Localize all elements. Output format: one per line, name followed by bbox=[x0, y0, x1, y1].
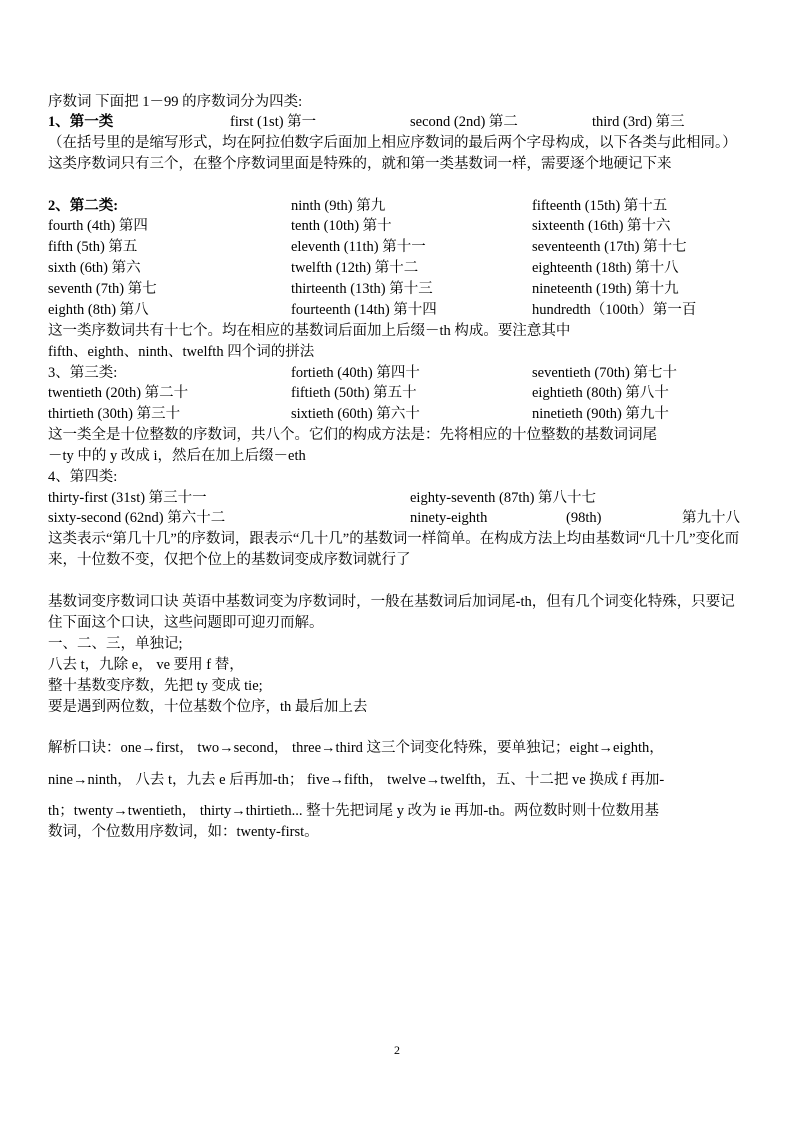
cat3-item: fortieth (40th) 第四十 bbox=[291, 365, 420, 381]
cat3-note: 这一类全是十位整数的序数词，共八个。它们的构成方法是：先将相应的十位整数的基数词词尾 bbox=[48, 427, 657, 443]
cat2-item: fourth (4th) 第四 bbox=[48, 218, 148, 234]
cat2-note: fifth、eighth、ninth、twelfth 四个词的拼法 bbox=[48, 344, 315, 360]
cat4-item: (98th) bbox=[566, 510, 602, 526]
rhyme-line: 整十基数变序数，先把 ty 变成 tie; bbox=[48, 678, 263, 694]
cat1-row bbox=[48, 112, 748, 132]
cat2-item: seventeenth (17th) 第十七 bbox=[532, 239, 687, 255]
cat4-heading: 4、第四类: bbox=[48, 469, 118, 485]
cat2-item: sixth (6th) 第六 bbox=[48, 260, 141, 276]
cat2-item: thirteenth (13th) 第十三 bbox=[291, 281, 433, 297]
cat1-item-third: third (3rd) 第三 bbox=[592, 114, 685, 130]
cat2-item: eleventh (11th) 第十一 bbox=[291, 239, 426, 255]
cat2-note: 这一类序数词共有十七个。均在相应的基数词后面加上后缀－th 构成。要注意其中 bbox=[48, 323, 571, 339]
cat4-row bbox=[48, 488, 748, 508]
cat1-heading: 1、第一类 bbox=[48, 114, 114, 130]
analysis-line: 解析口诀：one→first， two→second， three→third 这三个词变化特殊，要单独记；eight→eighth， bbox=[48, 740, 664, 756]
cat3-header-row bbox=[48, 363, 748, 383]
cat2-item: eighth (8th) 第八 bbox=[48, 302, 149, 318]
cat2-row bbox=[48, 216, 748, 236]
cat2-item: sixteenth (16th) 第十六 bbox=[532, 218, 671, 234]
cat4-item: ninety-eighth bbox=[410, 510, 488, 526]
cat3-item: thirtieth (30th) 第三十 bbox=[48, 406, 181, 422]
rhyme-line: 八去 t，九除 e， ve 要用 f 替， bbox=[48, 657, 244, 673]
cat4-item: eighty-seventh (87th) 第八十七 bbox=[410, 490, 597, 506]
analysis-line: 数词，个位数用序数词，如：twenty-first。 bbox=[48, 824, 319, 840]
cat1-item-second: second (2nd) 第二 bbox=[410, 114, 518, 130]
cat4-row bbox=[48, 508, 748, 528]
cat1-item-first: first (1st) 第一 bbox=[230, 114, 317, 130]
analysis-line: nine→ninth， 八去 t，九去 e 后再加-th； five→fifth， twelve→twelfth，五、十二把 ve 换成 f 再加- bbox=[48, 772, 665, 788]
cat2-item: twelfth (12th) 第十二 bbox=[291, 260, 419, 276]
cat2-item: fifteenth (15th) 第十五 bbox=[532, 198, 668, 214]
cat3-item: eightieth (80th) 第八十 bbox=[532, 385, 669, 401]
cat2-item: nineteenth (19th) 第十九 bbox=[532, 281, 679, 297]
cat2-row bbox=[48, 279, 748, 299]
cat1-note: （在括号里的是缩写形式，均在阿拉伯数字后面加上相应序数词的最后两个字母构成，以下各类与此相同。）这类序数词只有三个，在整个序数词里面是特殊的，就和第一类基数词一样，需要逐个地硬记下来 bbox=[48, 135, 737, 172]
cat2-item: ninth (9th) 第九 bbox=[291, 198, 386, 214]
cat4-note: 这类表示“第几十几”的序数词，跟表示“几十几”的基数词一样简单。在构成方法上均由基数词“几十几”变化而来，十位数不变，仅把个位上的基数词变成序数词就行了 bbox=[48, 531, 740, 568]
cat3-heading: 3、第三类: bbox=[48, 365, 118, 381]
cat3-row bbox=[48, 383, 748, 403]
rhyme-line: 一、二、三，单独记; bbox=[48, 636, 183, 652]
cat2-item: hundredth（100th）第一百 bbox=[532, 302, 697, 318]
cat3-item: fiftieth (50th) 第五十 bbox=[291, 385, 417, 401]
cat2-item: eighteenth (18th) 第十八 bbox=[532, 260, 679, 276]
cat2-item: tenth (10th) 第十 bbox=[291, 218, 392, 234]
cat4-item: 第九十八 bbox=[682, 510, 740, 526]
cat3-item: sixtieth (60th) 第六十 bbox=[291, 406, 420, 422]
cat2-row bbox=[48, 300, 748, 320]
rhyme-line: 要是遇到两位数，十位基数个位序，th 最后加上去 bbox=[48, 699, 368, 715]
cat2-item: fifth (5th) 第五 bbox=[48, 239, 138, 255]
cat2-row bbox=[48, 258, 748, 278]
cat4-item: thirty-first (31st) 第三十一 bbox=[48, 490, 207, 506]
cat3-item: twentieth (20th) 第二十 bbox=[48, 385, 189, 401]
cat2-row bbox=[48, 237, 748, 257]
cat2-item: fourteenth (14th) 第十四 bbox=[291, 302, 437, 318]
cat3-item: ninetieth (90th) 第九十 bbox=[532, 406, 669, 422]
page-number: 2 bbox=[394, 1043, 400, 1057]
intro-line: 序数词 下面把 1－99 的序数词分为四类: bbox=[48, 94, 303, 110]
rhyme-intro: 基数词变序数词口诀 英语中基数词变为序数词时，一般在基数词后加词尾-th，但有几个词变化特殊，只要记住下面这个口诀，这些问题即可迎刃而解。 bbox=[48, 594, 735, 631]
cat3-item: seventieth (70th) 第七十 bbox=[532, 365, 677, 381]
cat3-note: －ty 中的 y 改成 i，然后在加上后缀－eth bbox=[48, 448, 306, 464]
cat2-item: seventh (7th) 第七 bbox=[48, 281, 157, 297]
cat2-header-row bbox=[48, 196, 748, 216]
analysis-line: th；twenty→twentieth， thirty→thirtieth... 整十先把词尾 y 改为 ie 再加-th。两位数时则十位数用基 bbox=[48, 803, 659, 819]
cat4-item: sixty-second (62nd) 第六十二 bbox=[48, 510, 226, 526]
cat2-heading: 2、第二类: bbox=[48, 198, 119, 214]
cat3-row bbox=[48, 404, 748, 424]
